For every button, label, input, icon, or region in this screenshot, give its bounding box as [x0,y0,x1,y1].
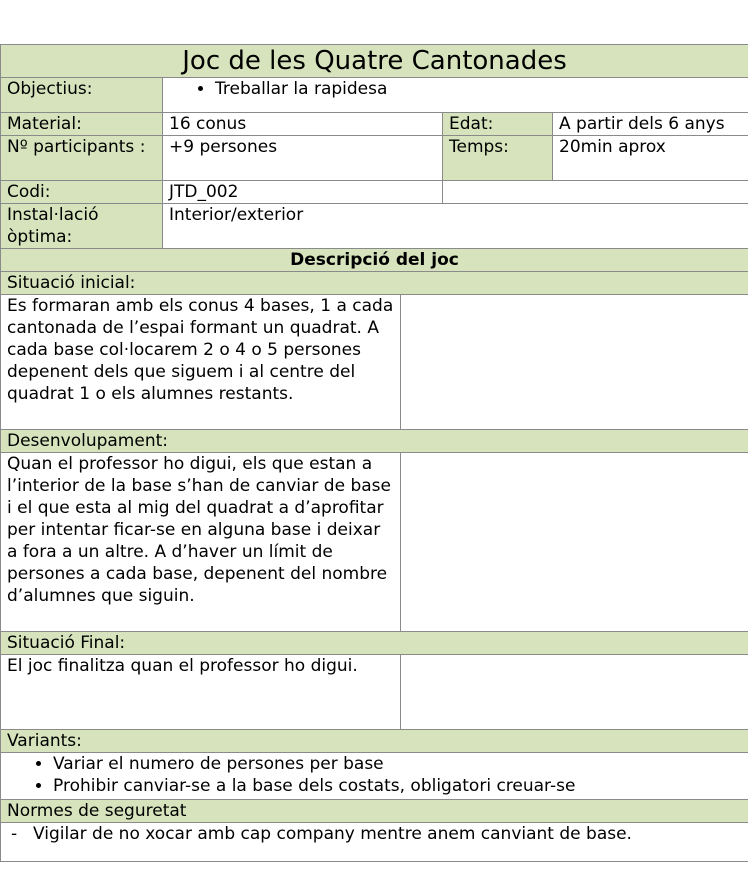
codi-value: JTD_002 [163,181,443,204]
list-item: • Treballar la rapidesa [215,78,742,100]
situacio-final-label: Situació Final: [1,632,748,655]
variants-label: Variants: [1,730,748,753]
list-item: • Variar el numero de persones per base [53,753,742,775]
objectius-label: Objectius: [1,78,163,113]
empty-cell [443,181,748,204]
page-title: Joc de les Quatre Cantonades [1,45,748,78]
participants-label: Nº participants : [1,136,163,181]
situacio-inicial-text: Es formaran amb els conus 4 bases, 1 a cada cantonada de l’espai formant un quadrat. A cada base col·locarem 2 o 4 o 5 persones depenent dels que siguem i al centre del quadrat 1 o els alumnes restants. [1,295,401,430]
situacio-inicial-label: Situació inicial: [1,272,748,295]
temps-label: Temps: [443,136,553,181]
desenvolupament-label: Desenvolupament: [1,430,748,453]
situacio-final-text: El joc finalitza quan el professor ho digui. [1,655,401,730]
empty-cell [401,655,748,730]
installacio-value: Interior/exterior [163,204,748,249]
list-item: • Prohibir canviar-se a la base dels costats, obligatori creuar-se [53,775,742,797]
edat-label: Edat: [443,113,553,136]
participants-value: +9 persones [163,136,443,181]
installacio-label: Instal·lació òptima: [1,204,163,249]
material-label: Material: [1,113,163,136]
descripcio-header: Descripció del joc [1,249,748,272]
seguretat-label: Normes de seguretat [1,800,748,823]
game-table [0,44,748,862]
material-value: 16 conus [163,113,443,136]
temps-value: 20min aprox [553,136,748,181]
edat-value: A partir dels 6 anys [553,113,748,136]
desenvolupament-text: Quan el professor ho digui, els que estan a l’interior de la base s’han de canviar de base i el que esta al mig del quadrat a d’aprofitar per intentar ficar-se en alguna base i deixar a fora a un altre. A d’haver un límit de persones a cada base, depenent del nombre d’alumnes que siguin. [1,453,401,632]
objectius-value [163,78,748,113]
empty-cell [401,295,748,430]
game-sheet [0,44,748,862]
empty-cell [401,453,748,632]
seguretat-list [1,823,748,862]
list-item: - Vigilar de no xocar amb cap company mentre anem canviant de base. [33,823,742,845]
codi-label: Codi: [1,181,163,204]
variants-list [1,753,748,800]
